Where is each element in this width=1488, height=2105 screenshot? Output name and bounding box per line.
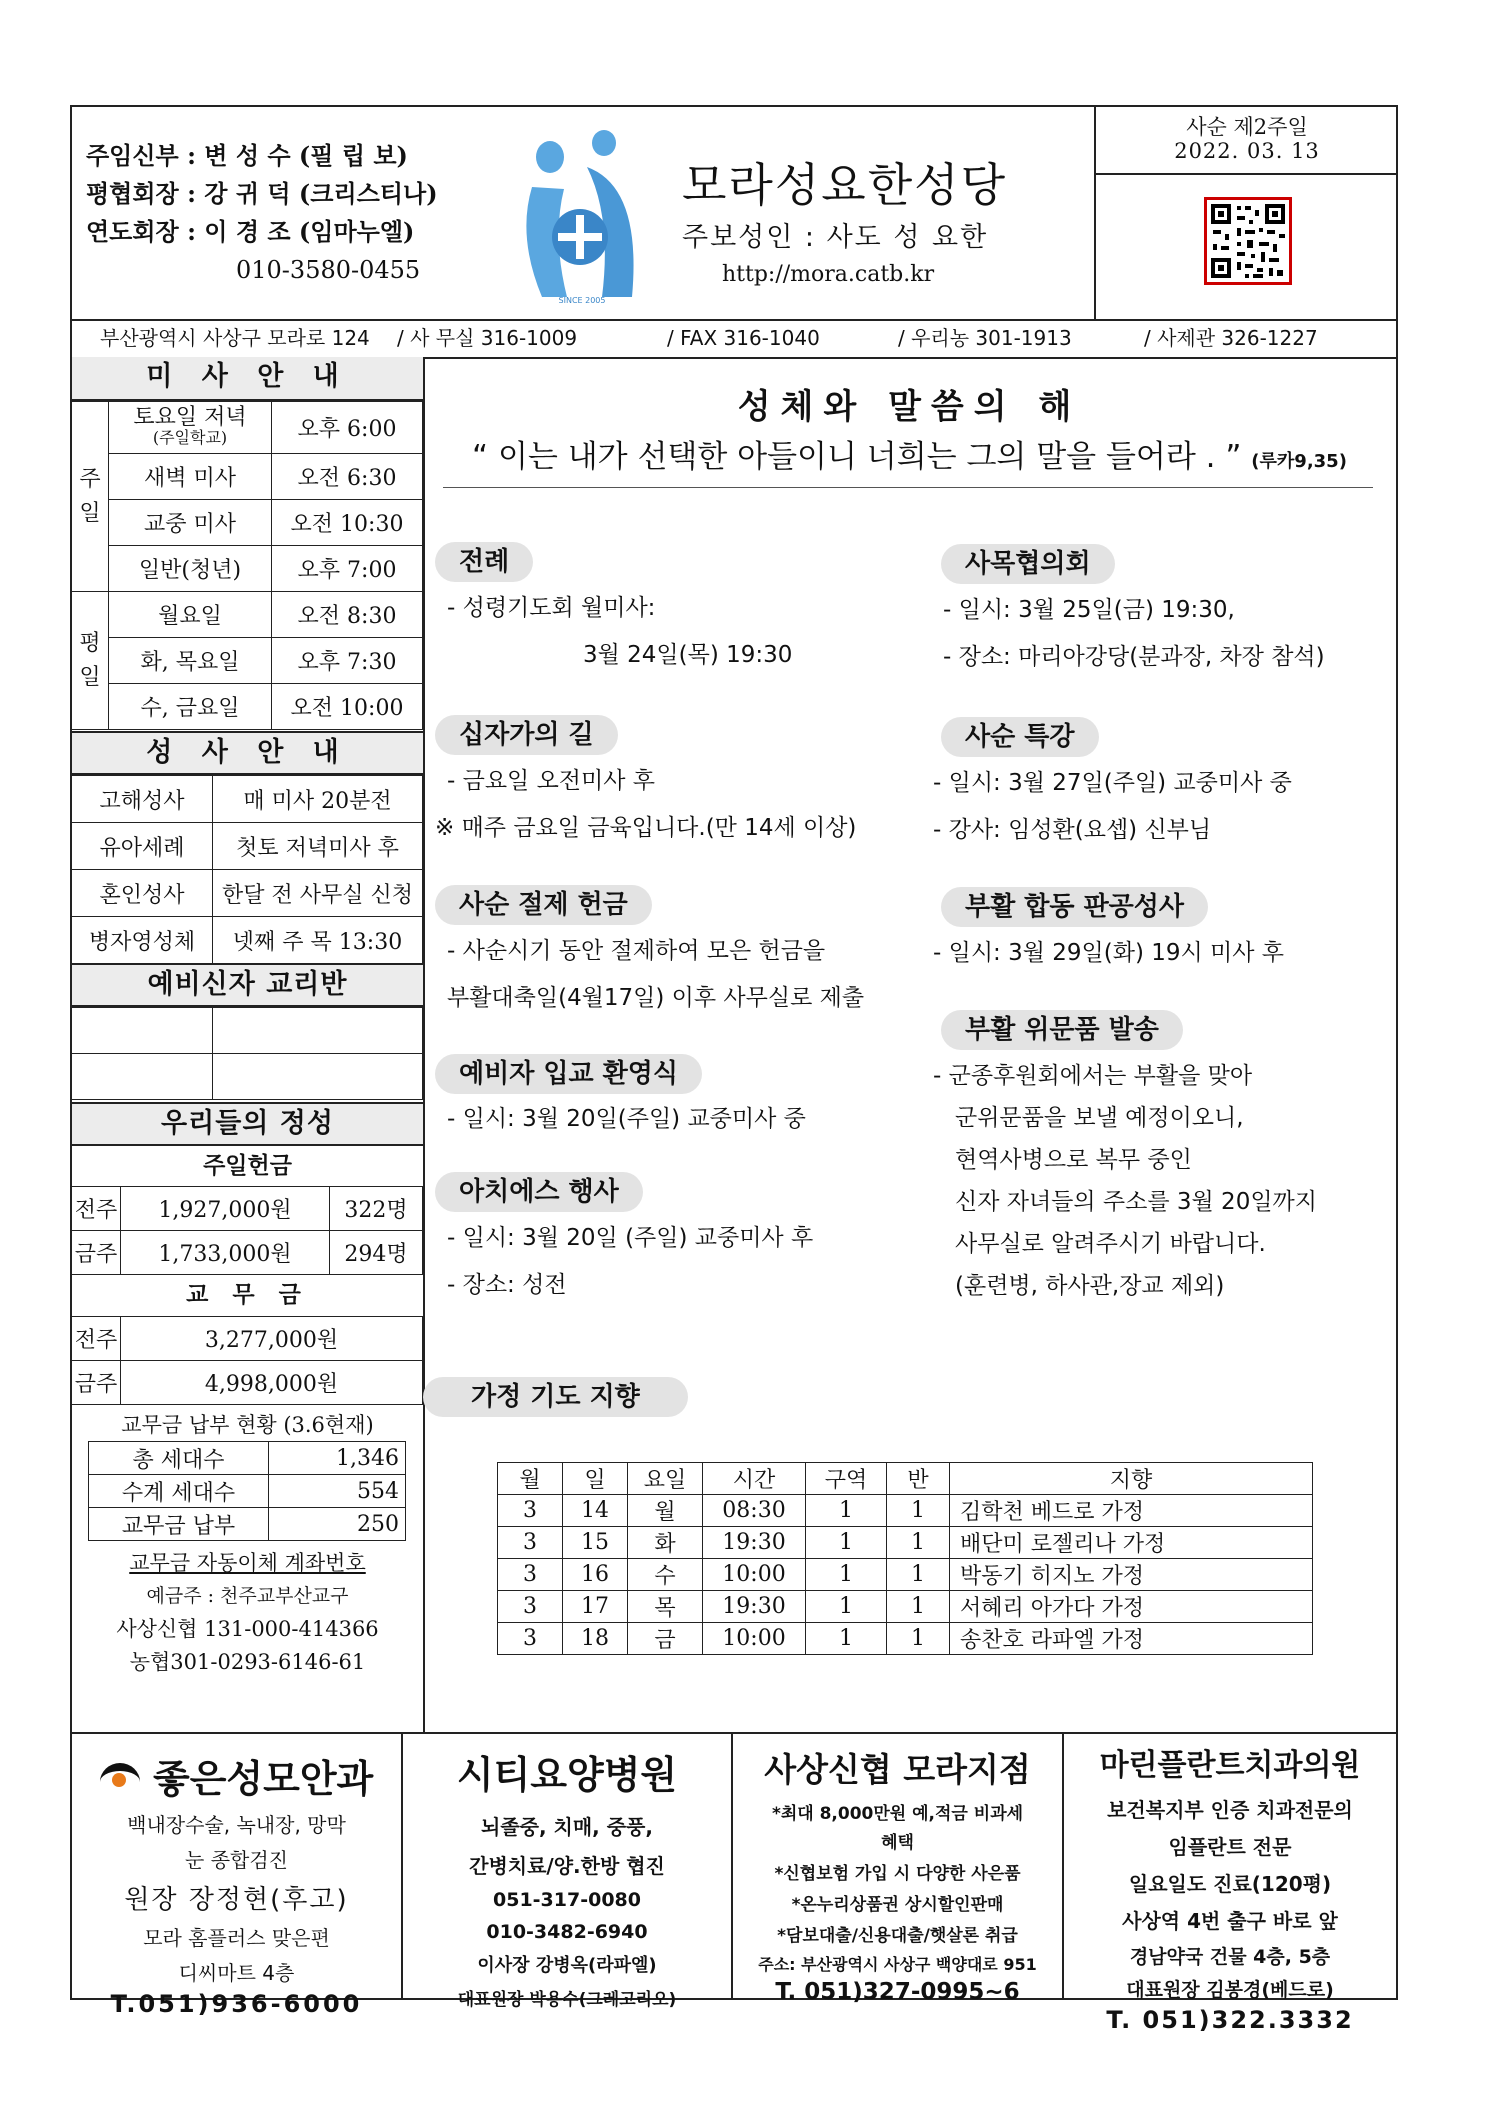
church-address: 부산광역시 사상구 모라로 124: [100, 326, 370, 350]
mass-name: 새벽 미사: [109, 454, 272, 500]
clergy-list: [86, 137, 438, 289]
offering-count: 294명: [330, 1231, 423, 1275]
offering-title: 우리들의 정성: [72, 1102, 423, 1146]
sacrament-name: 병자영성체: [72, 917, 213, 964]
sacrament-table: [72, 775, 423, 964]
dues-title: 교 무 금: [186, 1282, 309, 1308]
pastor: 주임신부 : 변 성 수 (필 립 보): [86, 141, 408, 170]
mass-time: 오전 8:30: [272, 592, 423, 638]
church-logo-icon: [512, 127, 652, 307]
ad-credit-union: 사상신협 모라지점 *최대 8,000만원 예,적금 비과세 혜택 *신협보험 가입 시 다양한 사은품 *온누리상품권 상시할인판매 *담보대출/신용대출/햇살론 취급 주소: 부산광역시 사상구 백양대로 951 T. 051)327-0995~6: [733, 1734, 1064, 2000]
mass-time: 오후 6:00: [272, 402, 423, 454]
left-column: [72, 357, 425, 1732]
sacrament-info: 첫토 저녁미사 후: [213, 823, 423, 870]
notice-text: - 군종후원회에서는 부활을 맞아: [933, 1063, 1253, 1089]
mass-schedule-table: [72, 401, 423, 730]
notice-text: - 금요일 오전미사 후: [447, 768, 655, 794]
dues-amount: 3,277,000원: [121, 1317, 423, 1361]
notice-text: - 장소: 성전: [447, 1272, 567, 1298]
mass-name: 수, 금요일: [109, 684, 272, 730]
notice-lent-offering-title: 사순 절제 헌금: [435, 885, 652, 925]
sacrament-title: 성 사 안 내: [72, 731, 423, 775]
notice-welcome-title: 예비자 입교 환영식: [435, 1054, 702, 1094]
table-row: 3 14 월 08:30 1 1 김학천 베드로 가정: [498, 1495, 1313, 1527]
dues-status-title: 교무금 납부 현황 (3.6현재): [121, 1413, 374, 1437]
sunday-offering-table: 전주 1,927,000원 322명 금주 1,733,000원 294명: [72, 1186, 423, 1275]
bulletin-page: [70, 105, 1398, 2034]
notice-liturgy-title: 전례: [435, 542, 533, 582]
patron-saint: 주보성인 : 사도 성 요한: [682, 222, 989, 253]
date-box: [1094, 107, 1398, 319]
eye-clinic-logo-icon: [100, 1763, 140, 1801]
table-row: 3 16 수 10:00 1 1 박동기 히지노 가정: [498, 1559, 1313, 1591]
notice-council-title: 사목협의회: [941, 544, 1115, 584]
notice-text: 3월 24일(목) 19:30: [583, 642, 793, 668]
mass-time: 오전 10:00: [272, 684, 423, 730]
qr-code-icon[interactable]: [1204, 197, 1292, 285]
year-title: 성체와 말씀의 해: [737, 387, 1082, 427]
advertisements: [72, 1732, 1396, 2034]
sacrament-info: 매 미사 20분전: [213, 776, 423, 823]
ad-dental-clinic: 마린플란트치과의원 보건복지부 인증 치과전문의 임플란트 전문 일요일도 진료(120평) 사상역 4번 출구 바로 앞 경남약국 건물 4층, 5층 대표원장 김봉경(베드로) T. 051)322.3332: [1099, 1748, 1361, 2034]
notice-text: - 일시: 3월 25일(금) 19:30,: [943, 597, 1235, 623]
notice-text: 군위문품을 보낼 예정이오니,: [955, 1105, 1244, 1131]
sunday-offering-title: 주일헌금: [72, 1146, 423, 1187]
notice-confession-title: 부활 합동 판공성사: [941, 887, 1208, 927]
notice-text: - 일시: 3월 20일(주일) 교중미사 중: [447, 1106, 806, 1132]
office-phone: / 사 무실 316-1009: [397, 326, 578, 350]
dues-status-table: 총 세대수 1,346 수계 세대수 554 교무금 납부 250: [88, 1441, 406, 1541]
mass-schedule-title: 미 사 안 내: [72, 357, 423, 401]
mass-name: 교중 미사: [109, 500, 272, 546]
notice-text: 부활대축일(4월17일) 이후 사무실로 제출: [447, 985, 865, 1011]
notice-text: - 일시: 3월 29일(화) 19시 미사 후: [933, 940, 1284, 966]
gospel-verse: “ 이는 내가 선택한 아들이니 너희는 그의 말을 들어라 . ” (루카9,35): [472, 439, 1347, 475]
table-row: 3 17 목 19:30 1 1 서혜리 아가다 가정: [498, 1591, 1313, 1623]
notice-text: ※ 매주 금요일 금육입니다.(만 14세 이상): [435, 815, 857, 841]
mass-time: 오전 10:30: [272, 500, 423, 546]
fax-number: / FAX 316-1040: [667, 326, 820, 350]
notice-text: - 장소: 마리아강당(분과장, 차장 참석): [943, 644, 1325, 670]
notice-lecture-title: 사순 특강: [941, 717, 1099, 757]
district-president: 연도회장 : 이 경 조 (임마누엘): [86, 217, 415, 246]
ad-city-hospital: 시티요양병원 뇌졸중, 치매, 중풍, 간병치료/양.한방 협진 051-317-0080 010-3482-6940 이사장 강병옥(라파엘) 대표원장 박용수(그레고리오): [403, 1734, 733, 2000]
sacrament-info: 한달 전 사무실 신청: [213, 870, 423, 917]
mass-name: 토요일 저녁 (주일학교): [109, 402, 272, 454]
table-row: 3 18 금 10:00 1 1 송찬호 라파엘 가정: [498, 1623, 1313, 1655]
notice-text: - 사순시기 동안 절제하여 모은 헌금을: [447, 938, 826, 964]
catechumen-table: [72, 1007, 423, 1100]
prayer-title: 가정 기도 지향: [423, 1377, 688, 1417]
notice-gifts-title: 부활 위문품 발송: [941, 1010, 1183, 1050]
liturgical-week: 사순 제2주일: [1186, 115, 1308, 139]
ad-eye-clinic: 좋은성모안과 백내장수술, 녹내장, 망막 눈 종합검진 원장 장정현(후고) 모라 홈플러스 맞은편 디씨마트 4층 T.051)936-6000: [72, 1734, 403, 2000]
dues-table: 전주 3,277,000원 금주 4,998,000원: [72, 1316, 423, 1405]
mass-time: 오후 7:30: [272, 638, 423, 684]
table-row: 3 15 화 19:30 1 1 배단미 로젤리나 가정: [498, 1527, 1313, 1559]
svg-text:SINCE 2005: SINCE 2005: [558, 296, 606, 305]
sunday-label: 주 일: [72, 402, 109, 592]
dues-amount: 4,998,000원: [121, 1361, 423, 1405]
prayer-table: 월 일 요일 시간 구역 반 지향 3 14 월 08:30 1 1 김학천 베드로 가정 3 15 화 19:30 1 1 배단미 로젤리나 가정 3 16 수 10:00 1 1 박동기 히지노 가정 3 17 목 19:30 1 1 서혜리 아가다 가정 3 18 금 10:00 1 1 송찬호 라파엘 가정: [497, 1462, 1313, 1655]
rectory-phone: / 사제관 326-1227: [1144, 326, 1318, 350]
notice-acies-title: 아치에스 행사: [435, 1172, 643, 1212]
notice-stations-title: 십자가의 길: [435, 715, 618, 755]
bulletin-date: 2022. 03. 13: [1174, 139, 1320, 163]
mass-name: 일반(청년): [109, 546, 272, 592]
account-info: 교무금 자동이체 계좌번호 예금주 : 천주교부산교구 사상신협 131-000-414366 농협301-0293-6146-61: [116, 1551, 379, 1674]
sacrament-name: 고해성사: [72, 776, 213, 823]
council-president: 평협회장 : 강 귀 덕 (크리스티나): [86, 179, 438, 208]
sacrament-name: 혼인성사: [72, 870, 213, 917]
address-bar: [72, 319, 1396, 359]
notice-text: - 일시: 3월 20일 (주일) 교중미사 후: [447, 1225, 814, 1251]
notice-text: - 일시: 3월 27일(주일) 교중미사 중: [933, 770, 1292, 796]
offering-count: 322명: [330, 1187, 423, 1231]
mass-name: 월요일: [109, 592, 272, 638]
main-column: [423, 357, 1396, 1732]
header: [72, 107, 1396, 321]
church-name: 모라성요한성당: [682, 158, 1008, 212]
church-url[interactable]: http://mora.catb.kr: [722, 262, 935, 287]
notice-text: (훈련병, 하사관,장교 제외): [955, 1273, 1225, 1299]
catechumen-title: 예비신자 교리반: [72, 963, 423, 1007]
notice-text: - 강사: 임성환(요셉) 신부님: [933, 817, 1212, 843]
offering-amount: 1,733,000원: [121, 1231, 330, 1275]
notice-text: 사무실로 알려주시기 바랍니다.: [955, 1231, 1266, 1257]
sacrament-name: 유아세례: [72, 823, 213, 870]
notice-text: 현역사병으로 복무 중인: [955, 1147, 1192, 1173]
mass-name: 화, 목요일: [109, 638, 272, 684]
notice-text: - 성령기도회 월미사:: [447, 595, 656, 621]
mass-time: 오전 6:30: [272, 454, 423, 500]
contact-phone: 010-3580-0455: [236, 256, 421, 284]
farm-phone: / 우리농 301-1913: [898, 326, 1072, 350]
weekday-label: 평 일: [72, 592, 109, 730]
offering-amount: 1,927,000원: [121, 1187, 330, 1231]
sacrament-info: 넷째 주 목 13:30: [213, 917, 423, 964]
notice-text: 신자 자녀들의 주소를 3월 20일까지: [955, 1189, 1317, 1215]
mass-time: 오후 7:00: [272, 546, 423, 592]
